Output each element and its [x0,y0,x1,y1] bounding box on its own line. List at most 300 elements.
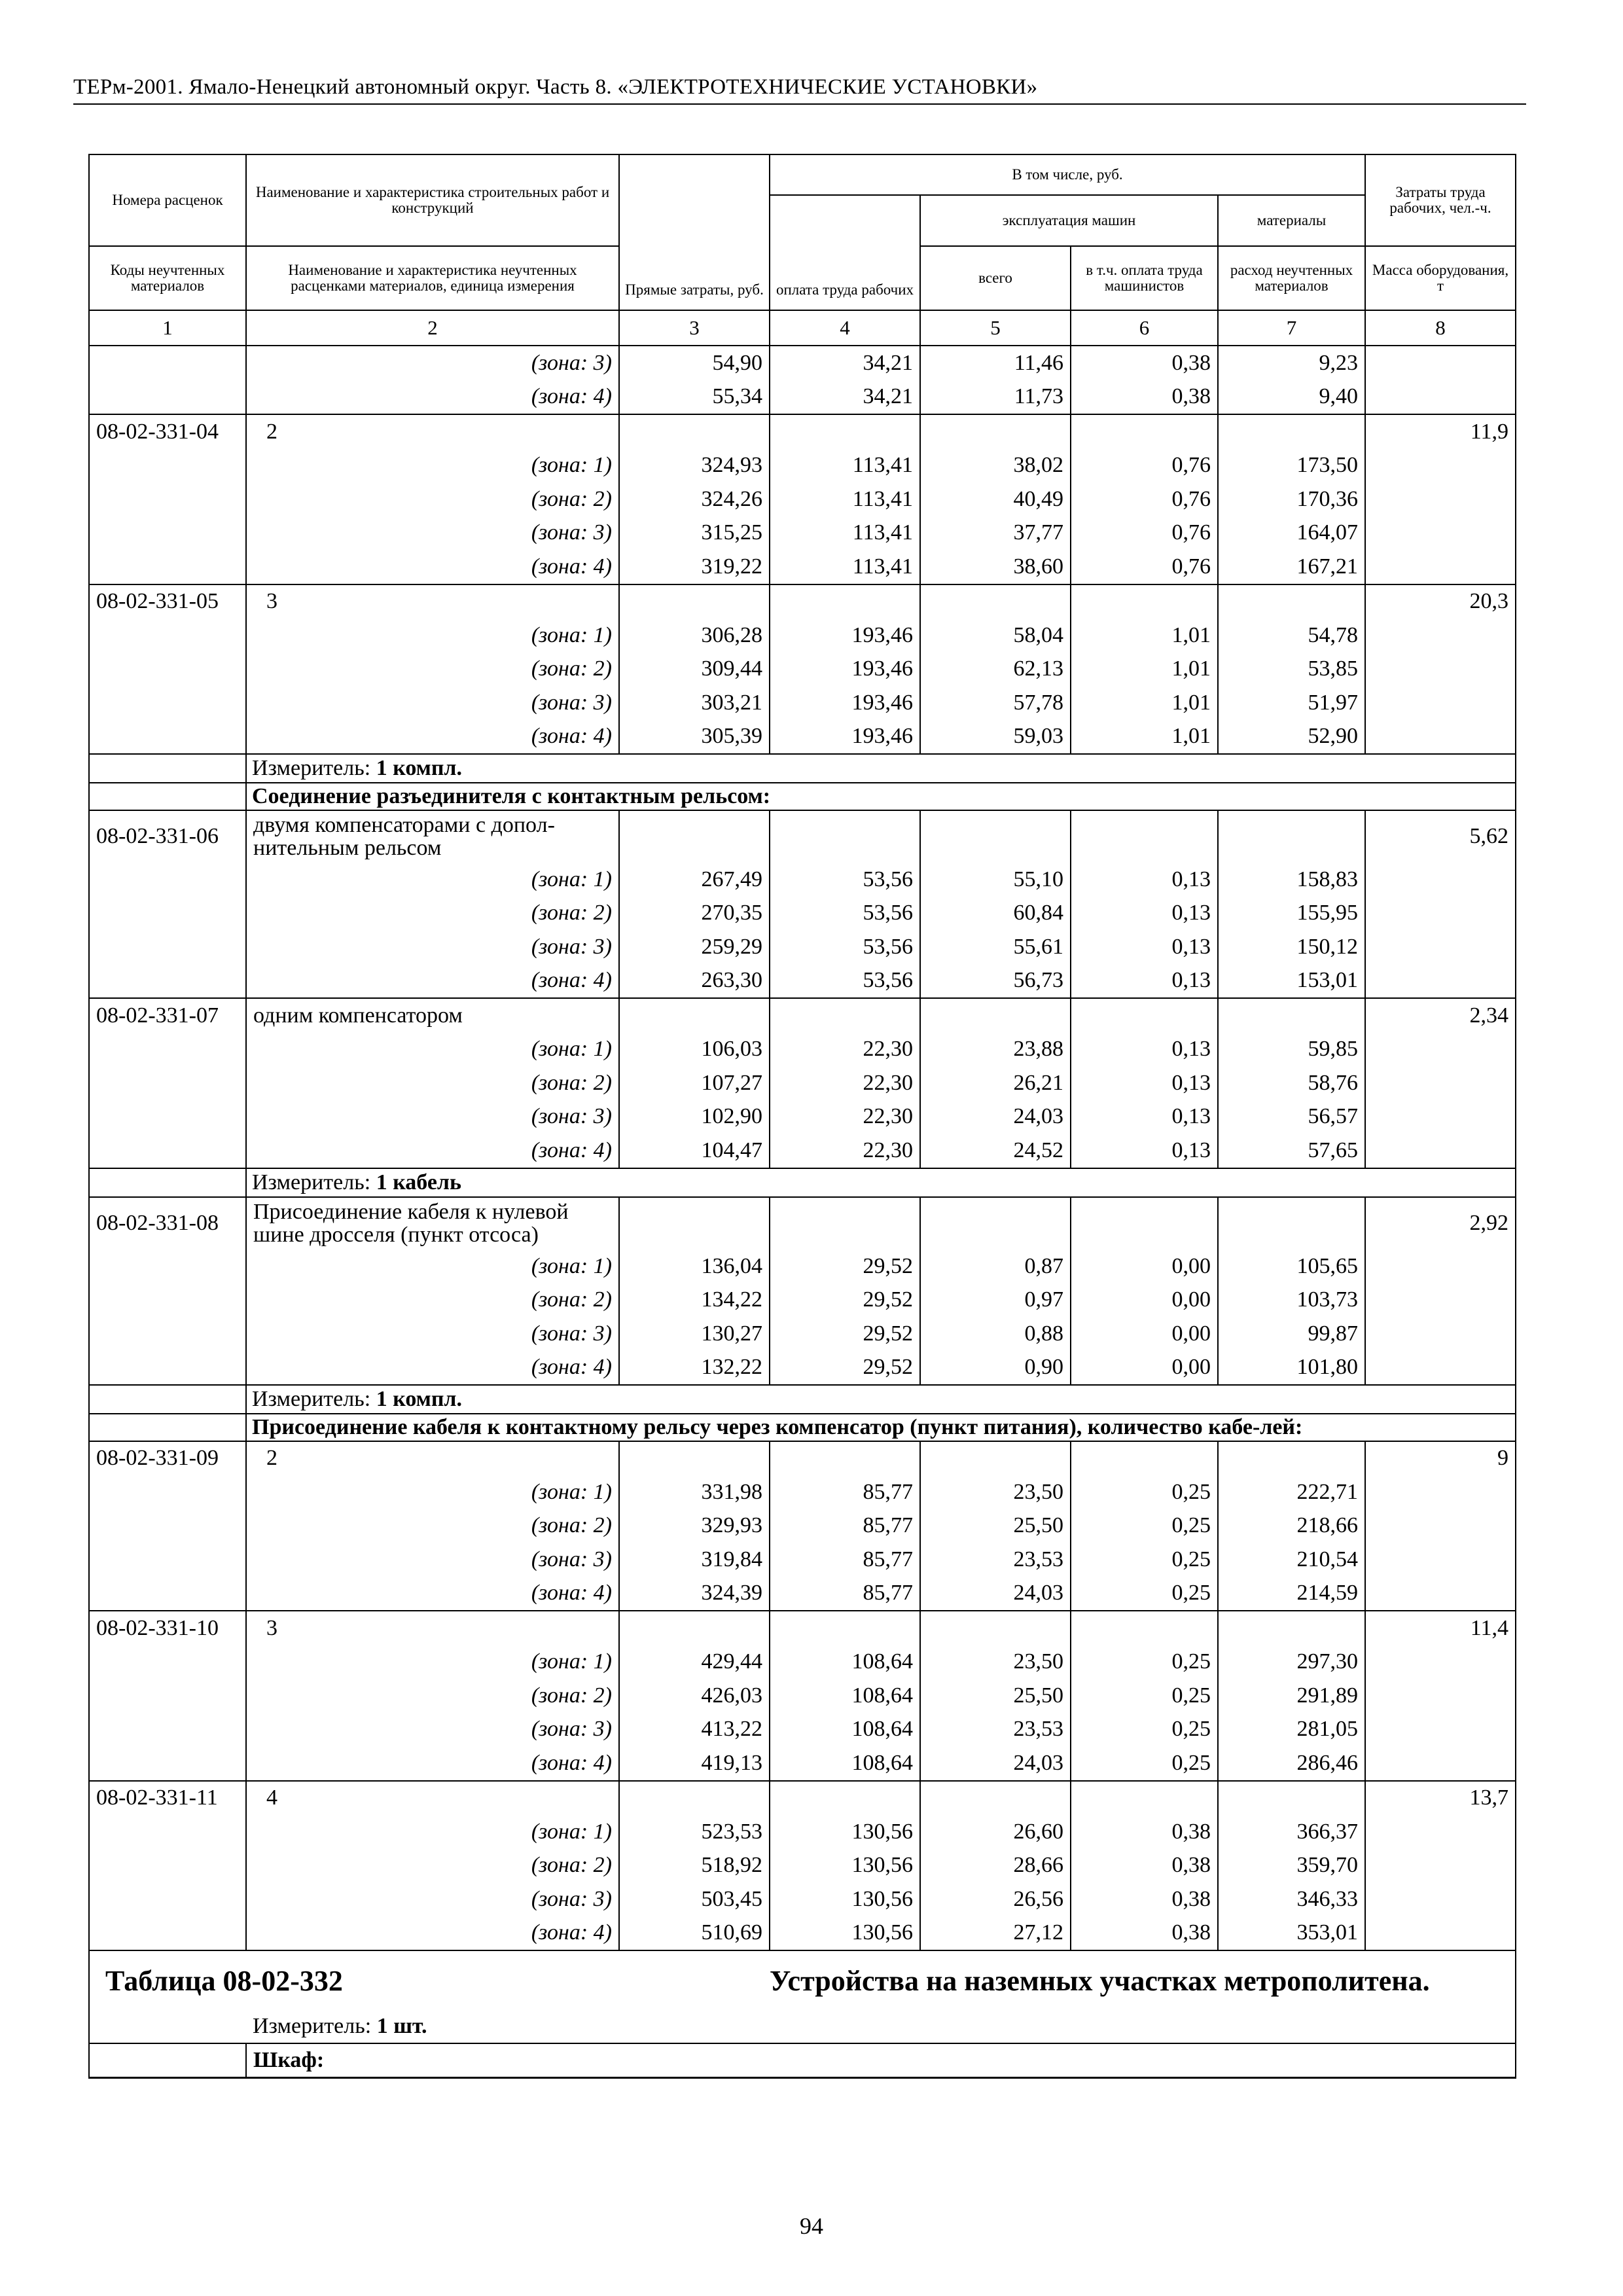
cost-value: 170,36 [1218,482,1365,516]
rate-row [89,1611,1516,1645]
table2-section: Шкаф: [246,2043,1516,2077]
zone-row [89,1679,1516,1713]
cost-value: 59,85 [1218,1033,1365,1067]
cost-value: 164,07 [1218,516,1365,550]
cost-value: 0,00 [1071,1317,1218,1351]
labor-cost: 5,62 [1365,810,1516,863]
cost-value: 0,25 [1071,1509,1218,1543]
cost-value: 150,12 [1218,930,1365,964]
cost-value: 173,50 [1218,449,1365,483]
cost-value: 0,25 [1071,1475,1218,1509]
rate-code: 08-02-331-10 [89,1611,246,1645]
cost-value: 34,21 [770,346,920,380]
zone-label: (зона: 2) [246,1283,619,1317]
cost-value: 167,21 [1218,550,1365,584]
cost-value: 0,76 [1071,482,1218,516]
cost-value: 366,37 [1218,1815,1365,1849]
cost-value: 29,52 [770,1249,920,1283]
cost-value: 0,13 [1071,1033,1218,1067]
zone-label: (зона: 1) [246,449,619,483]
cost-value: 85,77 [770,1543,920,1577]
cost-value: 25,50 [920,1509,1071,1543]
cost-value: 132,22 [619,1350,770,1385]
cost-value: 0,13 [1071,1134,1218,1168]
cost-value: 9,23 [1218,346,1365,380]
zone-label: (зона: 4) [246,1916,619,1951]
rates-table-container [88,154,1515,2079]
cost-value: 0,13 [1071,1066,1218,1100]
cost-value: 108,64 [770,1713,920,1747]
col-v-tom-chisle-header: В том числе, руб. [770,154,1365,195]
cost-value: 113,41 [770,516,920,550]
cost-value: 263,30 [619,964,770,999]
cost-value: 24,03 [920,1746,1071,1781]
cost-value: 0,25 [1071,1679,1218,1713]
cost-value: 0,76 [1071,516,1218,550]
rate-row [89,1197,1516,1249]
col-nomera-header: Номера расценок [89,154,246,246]
cost-value: 0,38 [1071,1849,1218,1883]
cost-value: 85,77 [770,1577,920,1611]
cost-value: 305,39 [619,720,770,755]
zone-row [89,1066,1516,1100]
cost-value: 1,01 [1071,686,1218,720]
col-naim2-header: Наименование и характеристика неучтенных расценками материалов, единица измерения [246,246,619,310]
cost-value: 297,30 [1218,1645,1365,1679]
cost-value: 315,25 [619,516,770,550]
rate-name: 2 [246,414,619,449]
col-number: 2 [246,310,619,346]
cost-value: 503,45 [619,1882,770,1916]
zone-label: (зона: 3) [246,1317,619,1351]
cost-value: 130,27 [619,1317,770,1351]
zone-label: (зона: 3) [246,686,619,720]
rate-row [89,1441,1516,1476]
cost-value: 29,52 [770,1283,920,1317]
cost-value: 24,03 [920,1100,1071,1134]
measure-row [89,1385,1516,1414]
zone-label: (зона: 4) [246,964,619,999]
cost-value: 0,97 [920,1283,1071,1317]
cost-value: 324,93 [619,449,770,483]
cost-value: 11,46 [920,346,1071,380]
cost-value: 134,22 [619,1283,770,1317]
cost-value: 85,77 [770,1509,920,1543]
cost-value: 303,21 [619,686,770,720]
cost-value: 29,52 [770,1317,920,1351]
labor-cost: 11,4 [1365,1611,1516,1645]
zone-row [89,1849,1516,1883]
cost-value: 130,56 [770,1916,920,1951]
cost-value: 53,56 [770,897,920,931]
cost-value: 26,60 [920,1815,1071,1849]
rate-code: 08-02-331-07 [89,998,246,1033]
page-header: ТЕРм-2001. Ямало-Ненецкий автономный округ. Часть 8. «ЭЛЕКТРОТЕХНИЧЕСКИЕ УСТАНОВКИ» [73,75,1526,105]
cost-value: 103,73 [1218,1283,1365,1317]
rate-code: 08-02-331-09 [89,1441,246,1476]
labor-cost: 11,9 [1365,414,1516,449]
col-ekspl-header: эксплуатация машин [920,195,1218,246]
cost-value: 25,50 [920,1679,1071,1713]
section-heading: Соединение разъединителя с контактным рельсом: [246,783,1516,810]
zone-row [89,1249,1516,1283]
table2-title: Таблица 08-02-332 [105,1965,343,1998]
cost-value: 113,41 [770,550,920,584]
zone-row [89,653,1516,687]
col-oplata-header: оплата труда рабочих [770,195,920,310]
cost-value: 210,54 [1218,1543,1365,1577]
cost-value: 59,03 [920,720,1071,755]
zone-label: (зона: 3) [246,1882,619,1916]
cost-value: 26,21 [920,1066,1071,1100]
cost-value: 99,87 [1218,1317,1365,1351]
measure-row [89,1168,1516,1197]
cost-value: 359,70 [1218,1849,1365,1883]
cost-value: 419,13 [619,1746,770,1781]
cost-value: 0,00 [1071,1350,1218,1385]
cost-value: 0,00 [1071,1283,1218,1317]
labor-cost: 2,92 [1365,1197,1516,1249]
zone-row [89,1317,1516,1351]
cost-value: 113,41 [770,482,920,516]
cost-value: 11,73 [920,380,1071,415]
col-kody-header: Коды неучтенных материалов [89,246,246,310]
cost-value: 0,25 [1071,1577,1218,1611]
cost-value: 353,01 [1218,1916,1365,1951]
cost-value: 0,25 [1071,1543,1218,1577]
col-number: 3 [619,310,770,346]
zone-row [89,1283,1516,1317]
cost-value: 0,38 [1071,1916,1218,1951]
cost-value: 0,76 [1071,449,1218,483]
zone-label: (зона: 1) [246,1645,619,1679]
zone-label: (зона: 4) [246,1746,619,1781]
zone-row [89,1882,1516,1916]
cost-value: 58,04 [920,619,1071,653]
cost-value: 0,38 [1071,1882,1218,1916]
zone-row [89,380,1516,415]
cost-value: 27,12 [920,1916,1071,1951]
cost-value: 0,25 [1071,1746,1218,1781]
zone-row [89,1746,1516,1781]
cost-value: 0,13 [1071,1100,1218,1134]
cost-value: 324,26 [619,482,770,516]
cost-value: 23,53 [920,1543,1071,1577]
cost-value: 0,25 [1071,1645,1218,1679]
cost-value: 107,27 [619,1066,770,1100]
col-vsego-header: всего [920,246,1071,310]
cost-value: 193,46 [770,619,920,653]
cost-value: 55,61 [920,930,1071,964]
zone-row [89,1577,1516,1611]
labor-cost: 2,34 [1365,998,1516,1033]
cost-value: 62,13 [920,653,1071,687]
cost-value: 113,41 [770,449,920,483]
zone-label: (зона: 3) [246,516,619,550]
cost-value: 319,84 [619,1543,770,1577]
zone-label: (зона: 4) [246,1134,619,1168]
cost-value: 1,01 [1071,619,1218,653]
rate-code: 08-02-331-04 [89,414,246,449]
zone-label: (зона: 2) [246,653,619,687]
col-rashod-header: расход неучтенных материалов [1218,246,1365,310]
table-body [89,346,1516,1950]
cost-value: 57,78 [920,686,1071,720]
cost-value: 104,47 [619,1134,770,1168]
zone-label: (зона: 4) [246,1577,619,1611]
rate-name: двумя компенсаторами с допол-нительным рельсом [246,810,619,863]
cost-value: 0,38 [1071,1815,1218,1849]
col-number: 5 [920,310,1071,346]
cost-value: 108,64 [770,1679,920,1713]
cost-value: 158,83 [1218,863,1365,897]
cost-value: 222,71 [1218,1475,1365,1509]
zone-row [89,550,1516,584]
zone-label: (зона: 1) [246,1249,619,1283]
cost-value: 38,60 [920,550,1071,584]
cost-value: 130,56 [770,1815,920,1849]
zone-row [89,1509,1516,1543]
zone-row [89,863,1516,897]
col-massa-header: Масса оборудования, т [1365,246,1516,310]
section-row [89,783,1516,810]
cost-value: 319,22 [619,550,770,584]
cost-value: 153,01 [1218,964,1365,999]
zone-label: (зона: 3) [246,1100,619,1134]
cost-value: 0,38 [1071,346,1218,380]
rate-name: одним компенсатором [246,998,619,1033]
cost-value: 346,33 [1218,1882,1365,1916]
zone-label: (зона: 2) [246,897,619,931]
zone-row [89,930,1516,964]
zone-label: (зона: 2) [246,1066,619,1100]
cost-value: 23,53 [920,1713,1071,1747]
cost-value: 85,77 [770,1475,920,1509]
cost-value: 0,13 [1071,897,1218,931]
rate-code: 08-02-331-11 [89,1781,246,1816]
rate-row [89,1781,1516,1816]
cost-value: 0,00 [1071,1249,1218,1283]
cost-value: 23,50 [920,1645,1071,1679]
measure-text: Измеритель: 1 компл. [246,1385,1516,1414]
zone-label: (зона: 3) [246,930,619,964]
col-number: 1 [89,310,246,346]
zone-row [89,1543,1516,1577]
cost-value: 56,57 [1218,1100,1365,1134]
cost-value: 54,78 [1218,619,1365,653]
zone-row [89,1134,1516,1168]
cost-value: 286,46 [1218,1746,1365,1781]
zone-row [89,1475,1516,1509]
cost-value: 193,46 [770,653,920,687]
cost-value: 309,44 [619,653,770,687]
zone-row [89,516,1516,550]
rate-name: Присоединение кабеля к нулевой шине дросселя (пункт отсоса) [246,1197,619,1249]
cost-value: 0,90 [920,1350,1071,1385]
cost-value: 218,66 [1218,1509,1365,1543]
zone-row [89,482,1516,516]
rates-table [88,154,1516,2079]
zone-label: (зона: 2) [246,1849,619,1883]
table2-block [89,1950,1516,2077]
cost-value: 0,88 [920,1317,1071,1351]
cost-value: 130,56 [770,1882,920,1916]
cost-value: 24,03 [920,1577,1071,1611]
zone-label: (зона: 1) [246,1475,619,1509]
cost-value: 193,46 [770,686,920,720]
cost-value: 26,56 [920,1882,1071,1916]
cost-value: 108,64 [770,1645,920,1679]
cost-value: 53,56 [770,964,920,999]
zone-label: (зона: 1) [246,1815,619,1849]
cost-value: 510,69 [619,1916,770,1951]
rate-row [89,584,1516,619]
cost-value: 291,89 [1218,1679,1365,1713]
cost-value: 413,22 [619,1713,770,1747]
cost-value: 9,40 [1218,380,1365,415]
cost-value: 22,30 [770,1134,920,1168]
cost-value: 267,49 [619,863,770,897]
zone-label: (зона: 3) [246,1713,619,1747]
cost-value: 23,88 [920,1033,1071,1067]
zone-row [89,449,1516,483]
zone-row [89,346,1516,380]
cost-value: 40,49 [920,482,1071,516]
cost-value: 102,90 [619,1100,770,1134]
cost-value: 0,13 [1071,930,1218,964]
col-zatraty-header: Затраты труда рабочих, чел.-ч. [1365,154,1516,246]
rate-row [89,810,1516,863]
cost-value: 523,53 [619,1815,770,1849]
zone-row [89,897,1516,931]
section-row [89,1414,1516,1441]
labor-cost: 9 [1365,1441,1516,1476]
zone-row [89,1815,1516,1849]
rate-code: 08-02-331-06 [89,810,246,863]
cost-value: 259,29 [619,930,770,964]
cost-value: 38,02 [920,449,1071,483]
cost-value: 60,84 [920,897,1071,931]
zone-row [89,1033,1516,1067]
zone-label: (зона: 2) [246,1509,619,1543]
zone-label: (зона: 2) [246,482,619,516]
cost-value: 34,21 [770,380,920,415]
cost-value: 105,65 [1218,1249,1365,1283]
rate-row [89,414,1516,449]
cost-value: 53,56 [770,863,920,897]
zone-label: (зона: 3) [246,346,619,380]
cost-value: 22,30 [770,1033,920,1067]
cost-value: 329,93 [619,1509,770,1543]
cost-value: 1,01 [1071,720,1218,755]
rate-code: 08-02-331-05 [89,584,246,619]
rate-name: 3 [246,584,619,619]
cost-value: 193,46 [770,720,920,755]
cost-value: 55,10 [920,863,1071,897]
zone-row [89,1100,1516,1134]
measure-row [89,754,1516,783]
cost-value: 22,30 [770,1066,920,1100]
cost-value: 136,04 [619,1249,770,1283]
measure-text: Измеритель: 1 кабель [246,1168,1516,1197]
cost-value: 281,05 [1218,1713,1365,1747]
zone-row [89,720,1516,755]
cost-value: 324,39 [619,1577,770,1611]
cost-value: 108,64 [770,1746,920,1781]
zone-label: (зона: 4) [246,550,619,584]
cost-value: 51,97 [1218,686,1365,720]
zone-row [89,1350,1516,1385]
cost-value: 518,92 [619,1849,770,1883]
zone-row [89,686,1516,720]
cost-value: 0,13 [1071,964,1218,999]
page-number: 94 [800,2213,823,2239]
cost-value: 53,56 [770,930,920,964]
table2-measure: Измеритель: 1 шт. [246,2009,1516,2043]
rate-row [89,998,1516,1033]
col-vtch-header: в т.ч. оплата труда машинистов [1071,246,1218,310]
rate-name: 2 [246,1441,619,1476]
col-number: 4 [770,310,920,346]
rate-code: 08-02-331-08 [89,1197,246,1249]
zone-label: (зона: 1) [246,1033,619,1067]
zone-label: (зона: 3) [246,1543,619,1577]
zone-row [89,1713,1516,1747]
table2-name: Устройства на наземных участках метрополитена. [770,1965,1430,1998]
rate-name: 3 [246,1611,619,1645]
zone-label: (зона: 2) [246,1679,619,1713]
zone-row [89,619,1516,653]
cost-value: 58,76 [1218,1066,1365,1100]
zone-label: (зона: 4) [246,380,619,415]
zone-row [89,964,1516,999]
col-number: 6 [1071,310,1218,346]
cost-value: 24,52 [920,1134,1071,1168]
zone-label: (зона: 1) [246,619,619,653]
zone-row [89,1645,1516,1679]
cost-value: 55,34 [619,380,770,415]
cost-value: 54,90 [619,346,770,380]
cost-value: 52,90 [1218,720,1365,755]
cost-value: 0,13 [1071,863,1218,897]
zone-row [89,1916,1516,1951]
col-materialy-header: материалы [1218,195,1365,246]
measure-text: Измеритель: 1 компл. [246,754,1516,783]
col-naim-header: Наименование и характеристика строительных работ и конструкций [246,154,619,246]
zone-label: (зона: 4) [246,1350,619,1385]
cost-value: 53,85 [1218,653,1365,687]
cost-value: 306,28 [619,619,770,653]
cost-value: 29,52 [770,1350,920,1385]
cost-value: 56,73 [920,964,1071,999]
cost-value: 57,65 [1218,1134,1365,1168]
cost-value: 23,50 [920,1475,1071,1509]
cost-value: 37,77 [920,516,1071,550]
col-number: 8 [1365,310,1516,346]
col-pryamye-header: Прямые затраты, руб. [619,154,770,310]
zone-label: (зона: 1) [246,863,619,897]
section-heading: Присоединение кабеля к контактному рельсу через компенсатор (пункт питания), количество кабе-лей: [246,1414,1516,1441]
cost-value: 0,25 [1071,1713,1218,1747]
cost-value: 130,56 [770,1849,920,1883]
col-number: 7 [1218,310,1365,346]
cost-value: 1,01 [1071,653,1218,687]
zone-label: (зона: 4) [246,720,619,755]
cost-value: 101,80 [1218,1350,1365,1385]
cost-value: 0,87 [920,1249,1071,1283]
cost-value: 426,03 [619,1679,770,1713]
rate-name: 4 [246,1781,619,1816]
